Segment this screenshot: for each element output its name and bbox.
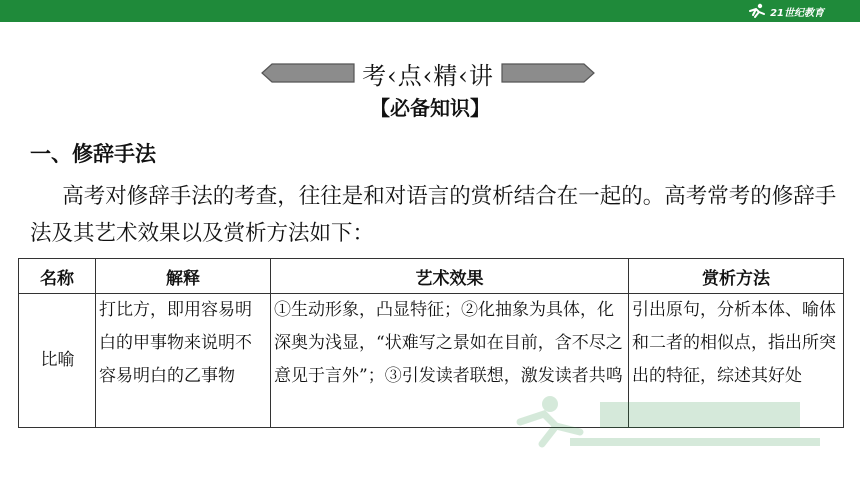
header-method: 赏析方法 (629, 259, 844, 294)
brand-logo (746, 2, 824, 20)
banner-title: 考‹点‹精‹讲 (362, 61, 494, 90)
left-arrow-icon (260, 63, 356, 83)
header-name: 名称 (19, 259, 96, 294)
table-header-row (19, 259, 844, 294)
header-explanation: 解释 (96, 259, 271, 294)
section-banner (228, 56, 628, 90)
cell-effect: ①生动形象，凸显特征；②化抽象为具体，化深奥为浅显，“状难写之景如在目前，含不尽之意见于言外”；③引发读者联想，激发读者共鸣 (271, 294, 629, 428)
runner-icon (746, 3, 768, 19)
intro-paragraph: 高考对修辞手法的考查，往往是和对语言的赏析结合在一起的。高考常考的修辞手法及其艺术效果以及赏析方法如下： (30, 184, 837, 246)
subheading: 【必备知识】 (370, 96, 490, 120)
cell-name: 比喻 (19, 294, 96, 428)
table-row (19, 294, 844, 428)
rhetoric-table (18, 258, 844, 428)
header-effect: 艺术效果 (271, 259, 629, 294)
logo-text: 21世纪教育 (770, 7, 824, 19)
right-arrow-icon (500, 63, 596, 83)
section-title: 一、修辞手法 (30, 141, 156, 166)
cell-method: 引出原句，分析本体、喻体和二者的相似点，指出所突出的特征，综述其好处 (629, 294, 844, 428)
cell-explanation: 打比方，即用容易明白的甲事物来说明不容易明白的乙事物 (96, 294, 271, 428)
top-header-bar (0, 0, 860, 22)
